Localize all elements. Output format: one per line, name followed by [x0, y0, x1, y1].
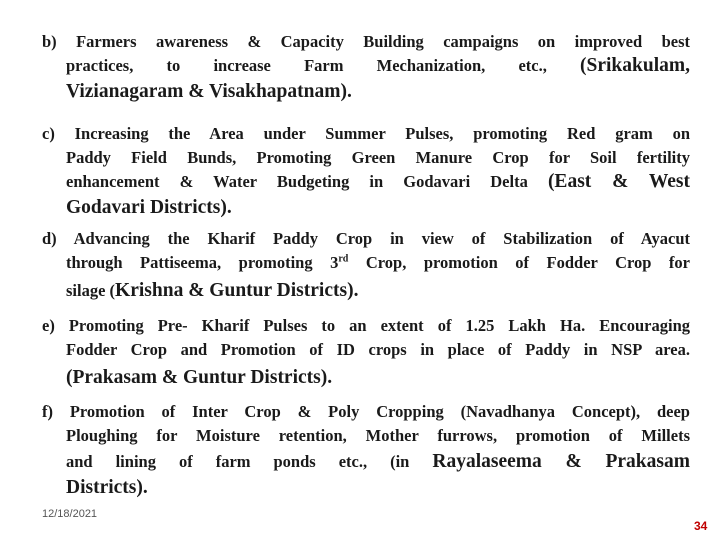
item-f	[42, 400, 690, 500]
item-c-text: enhancement & Water Budgeting in Godavari Delta	[66, 172, 548, 191]
item-f-line-2: Ploughing for Moisture retention, Mother furrows, promotion of Millets	[66, 426, 690, 445]
item-b-line-2	[42, 54, 690, 78]
item-c	[42, 122, 690, 220]
item-d-text-a: through Pattiseema, promoting 3	[66, 253, 339, 272]
item-b-text: practices, to increase Farm Mechanization, etc.,	[66, 56, 581, 75]
item-c-districts-start: (East & West	[547, 171, 690, 192]
item-f-line-1: f) Promotion of Inter Crop & Poly Cropping (Navadhanya Concept), deep	[42, 402, 690, 421]
footer-date: 12/18/2021	[42, 508, 98, 520]
item-b-districts-start: (Srikakulam,	[580, 55, 690, 76]
item-b-line-1: b) Farmers awareness & Capacity Building campaigns on improved best	[42, 32, 690, 51]
item-d-line-3	[42, 279, 690, 303]
item-e-districts: (Prakasam & Guntur Districts).	[66, 367, 333, 388]
item-d-line-1: d) Advancing the Kharif Paddy Crop in view of Stabilization of Ayacut	[42, 229, 690, 248]
item-d-districts: Krishna & Guntur Districts).	[115, 280, 359, 301]
item-f-line-3	[42, 450, 690, 474]
item-f-districts: Districts).	[66, 477, 148, 498]
ordinal-suffix: rd	[338, 253, 349, 265]
item-b-districts: Vizianagaram & Visakhapatnam).	[66, 81, 352, 102]
item-f-text: and lining of farm ponds etc., (in	[66, 452, 433, 471]
item-f-districts-start: Rayalaseema & Prakasam	[432, 451, 690, 472]
item-c-line-1: c) Increasing the Area under Summer Pulses, promoting Red gram on	[42, 124, 690, 143]
item-e-line-2: Fodder Crop and Promotion of ID crops in place of Paddy in NSP area.	[66, 340, 690, 359]
item-c-districts: Godavari Districts).	[66, 197, 232, 218]
item-d-text-c: silage (	[66, 281, 116, 300]
item-b	[42, 30, 690, 104]
item-e-line-1: e) Promoting Pre- Kharif Pulses to an extent of 1.25 Lakh Ha. Encouraging	[42, 316, 690, 335]
page-number: 34	[694, 519, 708, 533]
item-c-line-2: Paddy Field Bunds, Promoting Green Manure Crop for Soil fertility	[66, 148, 690, 167]
item-d-line-2	[42, 251, 690, 275]
item-d	[42, 227, 690, 303]
item-d-text-b: Crop, promotion of Fodder Crop for	[348, 253, 690, 272]
item-c-line-3	[42, 170, 690, 194]
item-e	[42, 314, 690, 390]
